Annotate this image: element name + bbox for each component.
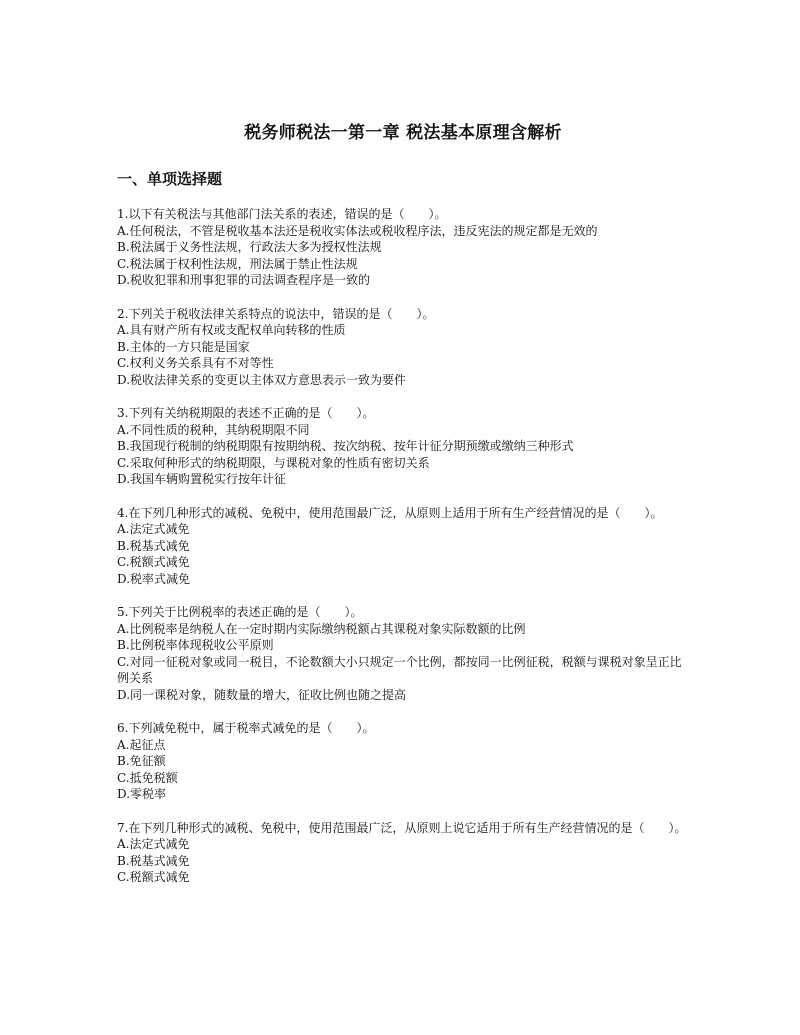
option-a: A.比例税率是纳税人在一定时期内实际缴纳税额占其课税对象实际数额的比例	[117, 621, 526, 636]
option-b: B.税基式减免	[117, 538, 190, 553]
option-a: A.具有财产所有权或支配权单向转移的性质	[117, 323, 346, 337]
option-b: B.我国现行税制的纳税期限有按期纳税、按次纳税、按年计征分期预缴或缴纳三种形式	[117, 439, 574, 453]
option-d: D.税收法律关系的变更以主体双方意思表示一致为要件	[117, 372, 407, 387]
option-d: D.税收犯罪和刑事犯罪的司法调查程序是一致的	[117, 273, 371, 287]
option-b: B.主体的一方只能是国家	[117, 339, 250, 354]
option-c: C.采取何种形式的纳税期限，与课税对象的性质有密切关系	[117, 455, 430, 470]
question-stem: 7.在下列几种形式的减税、免税中，使用范围最广泛，从原则上说它适用于所有生产经营情况的是（ ）。	[117, 820, 687, 835]
option-c: C.抵免税额	[117, 770, 178, 785]
option-c: C.权利义务关系具有不对等性	[117, 356, 274, 370]
question-5	[117, 604, 689, 703]
question-3	[117, 405, 689, 488]
option-d: D.零税率	[117, 787, 167, 801]
question-stem: 6.下列减免税中，属于税率式减免的是（ ）。	[117, 721, 375, 735]
option-b: B.税基式减免	[117, 853, 190, 868]
option-a: A.起征点	[117, 737, 166, 752]
option-b: B.比例税率体现税收公平原则	[117, 638, 274, 652]
question-2	[117, 306, 689, 389]
option-d: D.税率式减免	[117, 571, 191, 586]
question-4	[117, 505, 689, 588]
option-a: A.法定式减免	[117, 522, 190, 536]
option-d: D.同一课税对象，随数量的增大，征收比例也随之提高	[117, 687, 407, 702]
question-7	[117, 820, 689, 886]
question-stem: 1.以下有关税法与其他部门法关系的表述，错误的是（ ）。	[117, 207, 447, 221]
option-c: C.税额式减免	[117, 870, 190, 884]
question-6	[117, 720, 689, 803]
document-page	[117, 118, 689, 903]
question-stem: 5.下列关于比例税率的表述正确的是（ ）。	[117, 605, 363, 619]
question-stem: 2.下列关于税收法律关系特点的说法中，错误的是（ ）。	[117, 306, 435, 321]
question-stem: 4.在下列几种形式的减税、免税中，使用范围最广泛，从原则上适用于所有生产经营情况的是（ ）。	[117, 505, 663, 520]
option-b: B.免征额	[117, 754, 166, 768]
section-heading: 一、单项选择题	[117, 170, 223, 188]
option-c: C.税法属于权利性法规，刑法属于禁止性法规	[117, 256, 358, 271]
question-stem: 3.下列有关纳税期限的表述不正确的是（ ）。	[117, 406, 375, 420]
document-title: 税务师税法一第一章 税法基本原理含解析	[244, 123, 562, 143]
option-c: C.对同一征税对象或同一税目，不论数额大小只规定一个比例，都按同一比例征税，税额与课税对象呈正比例关系	[117, 654, 682, 685]
option-d: D.我国车辆购置税实行按年计征	[117, 472, 287, 486]
option-a: A.任何税法，不管是税收基本法还是税收实体法或税收程序法，违反宪法的规定都是无效的	[117, 223, 598, 238]
option-b: B.税法属于义务性法规，行政法大多为授权性法规	[117, 240, 382, 254]
option-a: A.不同性质的税种，其纳税期限不同	[117, 422, 310, 437]
option-a: A.法定式减免	[117, 837, 190, 851]
question-1	[117, 206, 689, 289]
option-c: C.税额式减免	[117, 555, 190, 569]
